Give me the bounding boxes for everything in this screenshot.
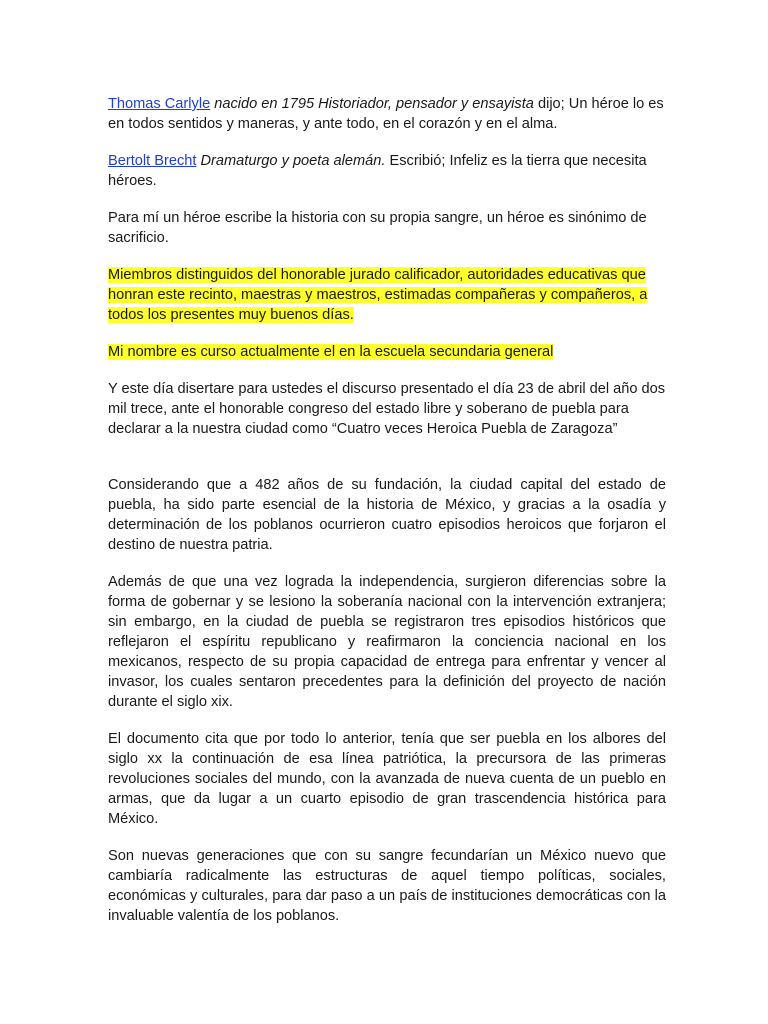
intro-paragraph: Para mí un héroe escribe la historia con su propia sangre, un héroe es sinónimo de sacrificio. bbox=[108, 210, 647, 246]
quote-text: Escribió; Infeliz es la tierra que necesita héroes. bbox=[108, 153, 647, 189]
highlighted-name-line: Mi nombre es curso actualmente el en la escuela secundaria general bbox=[108, 344, 554, 360]
highlighted-greeting: Miembros distinguidos del honorable jurado calificador, autoridades educativas que honran este recinto, maestras y maestros, estimadas compañeras y compañeros, a todos los presentes muy buenos días. bbox=[108, 267, 648, 323]
quote-text: dijo; Un héroe lo es en todos sentidos y maneras, y ante todo, en el corazón y en el alma. bbox=[108, 96, 664, 132]
document-page bbox=[108, 94, 666, 943]
author-link-brecht[interactable]: Bertolt Brecht bbox=[108, 153, 197, 169]
name-paragraph bbox=[108, 342, 666, 362]
body-paragraph-1: Considerando que a 482 años de su fundación, la ciudad capital del estado de puebla, ha sido parte esencial de la historia de México, y gracias a la osadía y determinación de los poblanos ocurrieron cuatro episodios heroicos que forjaron el destino de nuestra patria. bbox=[108, 477, 666, 553]
body-paragraph-4: Son nuevas generaciones que con su sangre fecundarían un México nuevo que cambiaría radicalmente las estructuras de aquel tiempo políticas, sociales, económicas y culturales, para dar paso a un país de instituciones democráticas con la invaluable valentía de los poblanos. bbox=[108, 848, 666, 924]
body-paragraph-3: El documento cita que por todo lo anterior, tenía que ser puebla en los albores del siglo xx la continuación de esa línea patriótica, la precursora de las primeras revoluciones sociales del mundo, con la avanzada de nueva cuenta de un pueblo en armas, que da lugar a un cuarto episodio de gran trascendencia histórica para México. bbox=[108, 731, 666, 827]
quote-brecht bbox=[108, 151, 666, 191]
author-descriptor: nacido en 1795 Historiador, pensador y ensayista bbox=[214, 96, 534, 112]
author-descriptor: Dramaturgo y poeta alemán. bbox=[200, 153, 386, 169]
greeting-paragraph bbox=[108, 265, 666, 325]
announcement-paragraph: Y este día disertare para ustedes el discurso presentado el día 23 de abril del año dos mil trece, ante el honorable congreso del estado libre y soberano de puebla para declarar a la nuestra ciudad como “Cuatro veces Heroica Puebla de Zaragoza” bbox=[108, 381, 666, 437]
author-link-carlyle[interactable]: Thomas Carlyle bbox=[108, 96, 211, 112]
body-paragraph-2: Además de que una vez lograda la independencia, surgieron diferencias sobre la forma de gobernar y se lesiono la soberanía nacional con la intervención extranjera; sin embargo, en la ciudad de puebla se registraron tres episodios históricos que reflejaron el espíritu republicano y reafirmaron la conciencia nacional en los mexicanos, respecto de su propia capacidad de entrega para enfrentar y vencer al invasor, los cuales sentaron precedentes para la definición del proyecto de nación durante el siglo xix. bbox=[108, 574, 666, 710]
quote-carlyle bbox=[108, 94, 666, 134]
